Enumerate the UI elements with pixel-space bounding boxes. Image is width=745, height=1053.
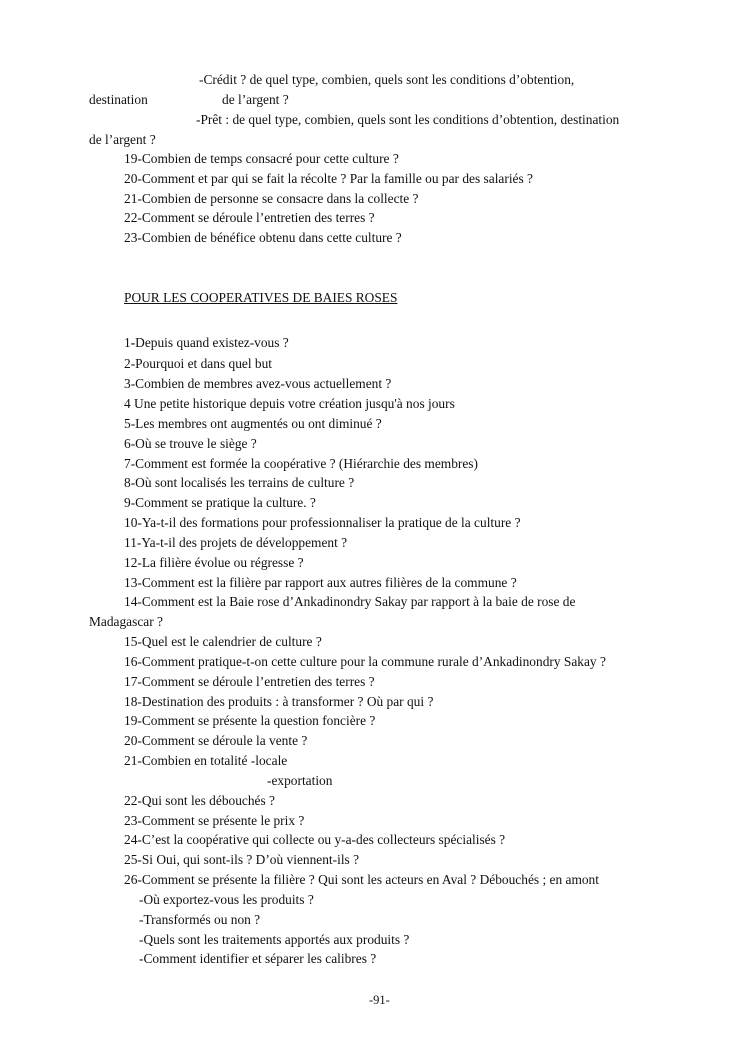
question-6: 6-Où se trouve le siège ?: [124, 436, 257, 451]
top-question-21: 21-Combien de personne se consacre dans la collecte ?: [124, 191, 419, 206]
question-14-line-2: Madagascar ?: [89, 614, 163, 629]
question-9: 9-Comment se pratique la culture. ?: [124, 495, 316, 510]
question-18: 18-Destination des produits : à transformer ? Où par qui ?: [124, 694, 434, 709]
question-1: [124, 334, 289, 352]
question-16: 16-Comment pratique-t-on cette culture pour la commune rurale d’Ankadinondry Sakay ?: [124, 654, 606, 669]
page-number: -91-: [369, 993, 390, 1007]
section-title: POUR LES COOPERATIVES DE BAIES ROSES: [124, 290, 398, 305]
question-15: 15-Quel est le calendrier de culture ?: [124, 634, 322, 649]
pret-line-1: -Prêt : de quel type, combien, quels sont les conditions d’obtention, destination: [196, 112, 620, 127]
question-26-sub-c: -Quels sont les traitements apportés aux produits ?: [139, 932, 410, 947]
credit-line-2b: de l’argent ?: [222, 92, 289, 107]
question-1-dash: -: [130, 335, 136, 350]
question-1-text: Depuis quand existez-vous ?: [135, 335, 289, 350]
top-question-20: 20-Comment et par qui se fait la récolte ? Par la famille ou par des salariés ?: [124, 171, 534, 186]
question-11: 11-Ya-t-il des projets de développement ?: [124, 535, 348, 550]
top-question-19: 19-Combien de temps consacré pour cette culture ?: [124, 151, 399, 166]
question-13: 13-Comment est la filière par rapport aux autres filières de la commune ?: [124, 575, 517, 590]
question-5: 5-Les membres ont augmentés ou ont diminué ?: [124, 416, 382, 431]
question-12: 12-La filière évolue ou régresse ?: [124, 555, 304, 570]
question-4: 4 Une petite historique depuis votre création jusqu'à nos jours: [124, 396, 455, 411]
question-20: 20-Comment se déroule la vente ?: [124, 733, 308, 748]
question-24: 24-C’est la coopérative qui collecte ou y-a-des collecteurs spécialisés ?: [124, 832, 506, 847]
question-25: 25-Si Oui, qui sont-ils ? D’où viennent-ils ?: [124, 852, 360, 867]
question-7: 7-Comment est formée la coopérative ? (Hiérarchie des membres): [124, 456, 478, 471]
question-14-line-1: 14-Comment est la Baie rose d’Ankadinondry Sakay par rapport à la baie de rose de: [124, 594, 576, 609]
question-10: 10-Ya-t-il des formations pour professionnaliser la pratique de la culture ?: [124, 515, 521, 530]
question-19: 19-Comment se présente la question foncière ?: [124, 713, 376, 728]
pret-line-2: de l’argent ?: [89, 132, 156, 147]
question-2: 2-Pourquoi et dans quel but: [124, 356, 273, 371]
question-22: 22-Qui sont les débouchés ?: [124, 793, 275, 808]
question-26-sub-d: -Comment identifier et séparer les calibres ?: [139, 951, 377, 966]
top-question-23: 23-Combien de bénéfice obtenu dans cette culture ?: [124, 230, 402, 245]
question-26: 26-Comment se présente la filière ? Qui sont les acteurs en Aval ? Débouchés ; en amont: [124, 872, 599, 887]
question-17: 17-Comment se déroule l’entretien des terres ?: [124, 674, 375, 689]
question-8: 8-Où sont localisés les terrains de culture ?: [124, 475, 355, 490]
question-26-sub-b: -Transformés ou non ?: [139, 912, 261, 927]
question-21-line-2: -exportation: [267, 773, 333, 788]
credit-line-2a: destination: [89, 92, 148, 107]
question-26-sub-a: -Où exportez-vous les produits ?: [139, 892, 314, 907]
question-21-line-1: 21-Combien en totalité -locale: [124, 753, 288, 768]
question-23: 23-Comment se présente le prix ?: [124, 813, 305, 828]
question-3: 3-Combien de membres avez-vous actuellement ?: [124, 376, 392, 391]
top-question-22: 22-Comment se déroule l’entretien des terres ?: [124, 210, 375, 225]
question-1-number: 1: [124, 335, 131, 350]
credit-line-1: -Crédit ? de quel type, combien, quels sont les conditions d’obtention,: [199, 72, 575, 87]
